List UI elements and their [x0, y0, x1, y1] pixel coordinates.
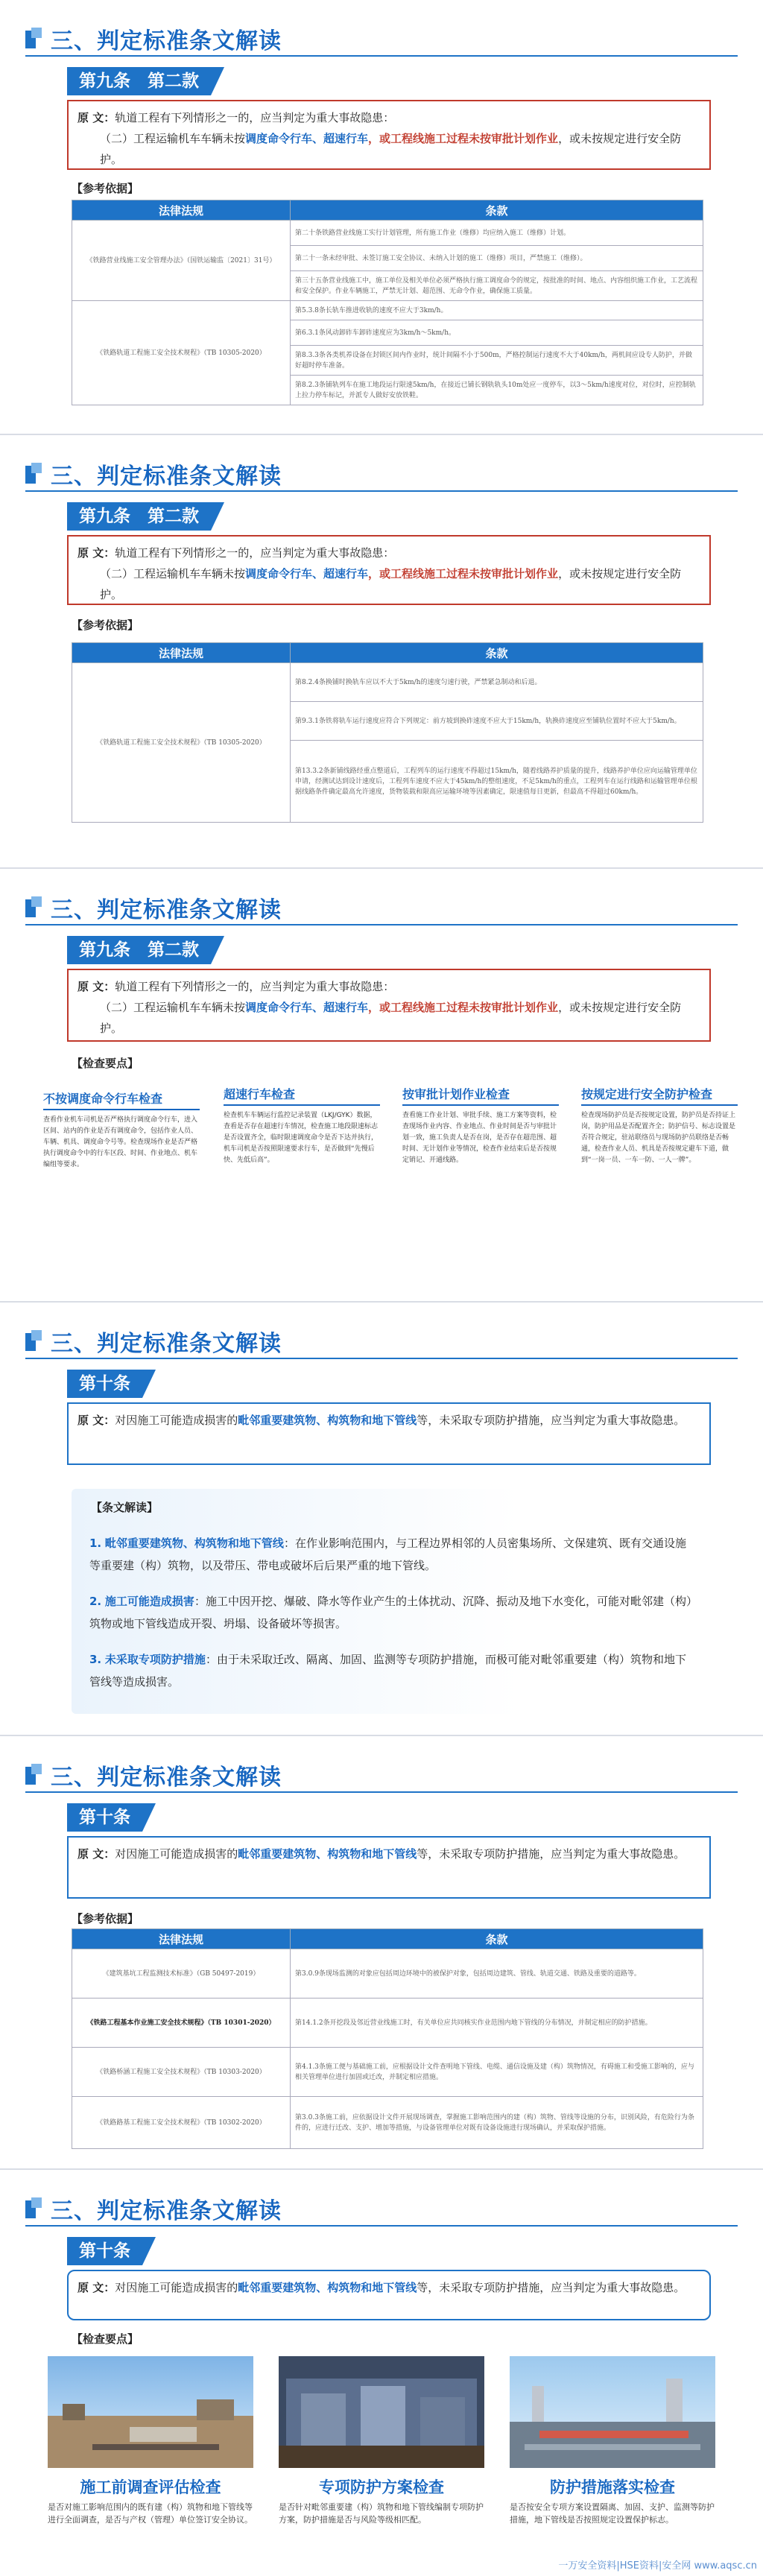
explanation-item-3: 3. 未采取专项防护措施：由于未采取迁改、隔离、加固、监测等专项防护措施，而极可能对毗邻重要建（构）筑物和地下管线等造成损害。 [89, 1653, 686, 1689]
section-title: 三、判定标准条文解读 [25, 1759, 282, 1791]
rule-box: 原 文：对因施工可能造成损害的毗邻重要建筑物、构筑物和地下管线等，未采取专项防护措施，应当判定为重大事故隐患。 [67, 1402, 711, 1465]
clause-tag: 第十条 [67, 1370, 142, 1398]
law-table: 法律法规 条款 《建筑基坑工程监测技术标准》（GB 50497-2019） 第3.0.9条现场监测的对象应包括周边环境中的被保护对象，包括周边建筑、管线、轨道交通、铁路及重要的道路等。 《铁路工程基本作业施工安全技术规程》（TB 10301-2020） 第14.1.2条开挖段及邻近营业线施工时，有关单位应共同核实作业范围内地下管线的分布情况，并制定相应的防护措施。 《铁路桥涵工程施工安全技术规程》（TB 10303-2020） 第4.1.3条施工便与基础施工前，应根据设计文件查明地下管线、电缆、通信设施及建（构）筑物情况，有碍施工和受施工影响的，应与相关管理单位进行加固或迁改，并制定相应措施。 《铁路路基工程施工安全技术规程》（TB 10302-2020） 第3.0.3条施工前，应依据设计文件开展现场调查，掌握施工影响范围内的建（构）筑物、管线等设施的分布，识别风险，有危险行为条件的，应进行迁改、支护、增加等措施，与设备管理单位对既有设备设施进行现场确认，并采取保护措施。 [72, 1928, 703, 2149]
slide-4 [0, 1301, 763, 1733]
footer-watermark: 一万安全资料|HSE资料|安全网 www.aqsc.cn [558, 2560, 757, 2572]
title-marker-icon [25, 28, 43, 50]
reference-heading: 【参考依据】 [72, 1912, 139, 1925]
law-table: 法律法规 条款 《铁路营业线施工安全管理办法》（国铁运输监〔2021〕31号） 第二十条铁路营业线施工实行计划管理，所有施工作业（维修）均应纳入施工（维修）计划。 第二十一条未经审批、未签订施工安全协议、未纳入计划的施工（维修）项目，严禁施工（维修）。 第三十五条营业线施工中，施工单位及相关单位必须严格执行施工调度命令的规定，按批准的时间、地点、内容组织施工作业，工艺流程和安全保护。作业车辆施工，严禁无计划、超范围、无命令作业，确保施工质量。 《铁路轨道工程施工安全技术规程》（TB 10305-2020） 第5.3.8条长轨车推进收轨的速度不应大于3km/h。 第6.3.1条风动卸砟车卸砟速度应为3km/h～5km/h。 第8.3.3条各类机养设备在封锁区间内作业时，统计间隔不小于500m，严格控制运行速度不大于40km/h，两机间应设专人防护，并做好超时停车准备。 第8.2.3条铺轨列车在施工地段运行限速5km/h，在接近已铺长钢轨轨头10m处应一度停车，以3～5km/h速度对位，对位时，应控制轨上拉力停车标记，并派专人做好安放铁鞋。 [72, 200, 703, 405]
law-table: 法律法规 条款 《铁路轨道工程施工安全技术规程》（TB 10305-2020） 第8.2.4条换铺时换轨车应以不大于5km/h的速度匀速行驶，严禁紧急制动和后退。 第9.3.1条铁将轨车运行速度应符合下列规定：前方坡到换砟速度不应大于15km/h，轨换砟速度应至铺轨位置时不应大于5km/h。 第13.3.2条新铺线路经重点整道后，工程列车的运行速度不得超过15km/h，随着线路养护质量的提升，线路养护单位应向运输管理单位申请，经测试达到设计速度后，工程列车速度不应大于45km/h的整组速度，不足5km/h的重点，工程列车在运行线路和运输管理单位根据线路条件确定最高允许速度，货物装载和限高应运输环境等因素确定，限速值每日更新，但最高不得超过60km/h。 [72, 642, 703, 823]
clause-tag: 第十条 [67, 1803, 142, 1832]
check-text-2: 是否针对毗邻重要建（构）筑物和地下管线编制专项防护方案，防护措施是否与风险等级相匹配。 [279, 2502, 484, 2525]
slide-6 [0, 2168, 763, 2576]
rule-box: 原 文：对因施工可能造成损害的毗邻重要建筑物、构筑物和地下管线等，未采取专项防护措施，应当判定为重大事故隐患。 [67, 1836, 711, 1899]
reference-heading: 【参考依据】 [72, 182, 139, 195]
rule-box: 原 文：轨道工程有下列情形之一的，应当判定为重大事故隐患： （二）工程运输机车车辆未按调度命令行车、超速行车，或工程线施工过程未按审批计划作业，或未按规定进行安全防护。 [67, 100, 711, 170]
title-marker-icon [25, 1330, 43, 1352]
slide-1 [0, 0, 763, 432]
title-marker-icon [25, 463, 43, 485]
check-point-3: 按审批计划作业检查 查看施工作业计划、审批手续、施工方案等资料，检查现场作业内容、作业地点、作业时间是否与审批计划一致，施工负责人是否在岗，是否存在超范围、超时间、无计划作业等情况，检查作业结束后是否按规定销记、开通线路。 [402, 1085, 559, 1166]
check-points-heading: 【检查要点】 [72, 2332, 139, 2346]
check-caption-1: 施工前调查评估检查 [80, 2478, 221, 2496]
check-points-heading: 【检查要点】 [72, 1057, 139, 1070]
section-title: 三、判定标准条文解读 [25, 891, 282, 924]
title-divider [25, 490, 738, 492]
rule-box: 原 文：轨道工程有下列情形之一的，应当判定为重大事故隐患： （二）工程运输机车车辆未按调度命令行车、超速行车，或工程线施工过程未按审批计划作业，或未按规定进行安全防护。 [67, 969, 711, 1042]
explanation-panel: 【条文解读】 1. 毗邻重要建筑物、构筑物和地下管线：在作业影响范围内，与工程边界相邻的人员密集场所、文保建筑、既有交通设施等重要建（构）筑物，以及带压、带电或破坏后后果严重的地下管线。 2. 施工可能造成损害：施工中因开挖、爆破、降水等作业产生的土体扰动、沉降、振动及地下水变化，可能对毗邻建（构）筑物或地下管线造成开裂、坍塌、设备破坏等损害。 3. 未采取专项防护措施：由于未采取迁改、隔离、加固、监测等专项防护措施，而极可能对毗邻重要建（构）筑物和地下管线等造成损害。 [72, 1489, 711, 1714]
check-point-4: 按规定进行安全防护检查 检查现场防护员是否按规定设置，防护员是否持证上岗，防护用品是否配置齐全；防护信号、标志设置是否符合规定，驻站联络员与现场防护员联络是否畅通，检查作业人员、机具是否按规定避车下道，做到“一岗一员、一车一防、一人一牌”。 [581, 1085, 738, 1166]
slide-3 [0, 867, 763, 1300]
title-marker-icon [25, 1764, 43, 1786]
explanation-item-2: 2. 施工可能造成损害：施工中因开挖、爆破、降水等作业产生的土体扰动、沉降、振动及地下水变化，可能对毗邻建（构）筑物或地下管线造成开裂、坍塌、设备破坏等损害。 [89, 1595, 692, 1630]
title-divider [25, 924, 738, 925]
check-point-2: 超速行车检查 检查机车车辆运行监控记录装置（LKJ/GYK）数据，查看是否存在超速行车情况，检查施工地段限速标志是否设置齐全，临时限速调度命令是否下达并执行，机车司机是否按照限速要求行车，是否做到“先慢后快、先低后高”。 [224, 1085, 380, 1166]
clause-tag: 第九条 第二款 [67, 67, 211, 95]
title-divider [25, 1358, 738, 1359]
title-divider [25, 2225, 738, 2227]
section-title: 三、判定标准条文解读 [25, 1325, 282, 1358]
reference-heading: 【参考依据】 [72, 618, 139, 632]
clause-tag: 第九条 第二款 [67, 502, 211, 531]
title-marker-icon [25, 2197, 43, 2220]
construction-site-photo [48, 2356, 253, 2468]
explanation-item-1: 1. 毗邻重要建筑物、构筑物和地下管线：在作业影响范围内，与工程边界相邻的人员密集场所、文保建筑、既有交通设施等重要建（构）筑物，以及带压、带电或破坏后后果严重的地下管线。 [89, 1537, 686, 1572]
clause-tag: 第九条 第二款 [67, 936, 211, 964]
clause-tag: 第十条 [67, 2237, 142, 2265]
rule-box: 原 文：轨道工程有下列情形之一的，应当判定为重大事故隐患： （二）工程运输机车车辆未按调度命令行车、超速行车，或工程线施工过程未按审批计划作业，或未按规定进行安全防护。 [67, 535, 711, 605]
check-text-3: 是否按安全专项方案设置隔离、加固、支护、监测等防护措施，地下管线是否按照规定设置保护标志。 [510, 2502, 715, 2525]
title-marker-icon [25, 896, 43, 919]
title-divider [25, 1791, 738, 1793]
section-title: 三、判定标准条文解读 [25, 458, 282, 490]
slide-5 [0, 1735, 763, 2167]
title-divider [25, 55, 738, 57]
slide-2 [0, 434, 763, 866]
check-point-1: 不按调度命令行车检查 查看作业机车司机是否严格执行调度命令行车，进入区间、站内的作业是否有调度命令，包括作业人员、车辆、机具、调度命令号等。检查现场作业是否严格执行调度命令中的行车区段、时间、作业地点、机车编组等要求。 [43, 1089, 200, 1171]
check-text-1: 是否对施工影响范围内的既有建（构）筑物和地下管线等进行全面调查，是否与产权（管理）单位签订安全协议。 [48, 2502, 253, 2525]
section-title: 三、判定标准条文解读 [25, 22, 282, 55]
rule-box: 原 文：对因施工可能造成损害的毗邻重要建筑物、构筑物和地下管线等，未采取专项防护措施，应当判定为重大事故隐患。 [67, 2270, 711, 2320]
protection-measures-photo [510, 2356, 715, 2468]
protection-scheme-photo [279, 2356, 484, 2468]
check-caption-3: 防护措施落实检查 [550, 2478, 675, 2496]
section-title: 三、判定标准条文解读 [25, 2192, 282, 2225]
check-caption-2: 专项防护方案检查 [319, 2478, 444, 2496]
